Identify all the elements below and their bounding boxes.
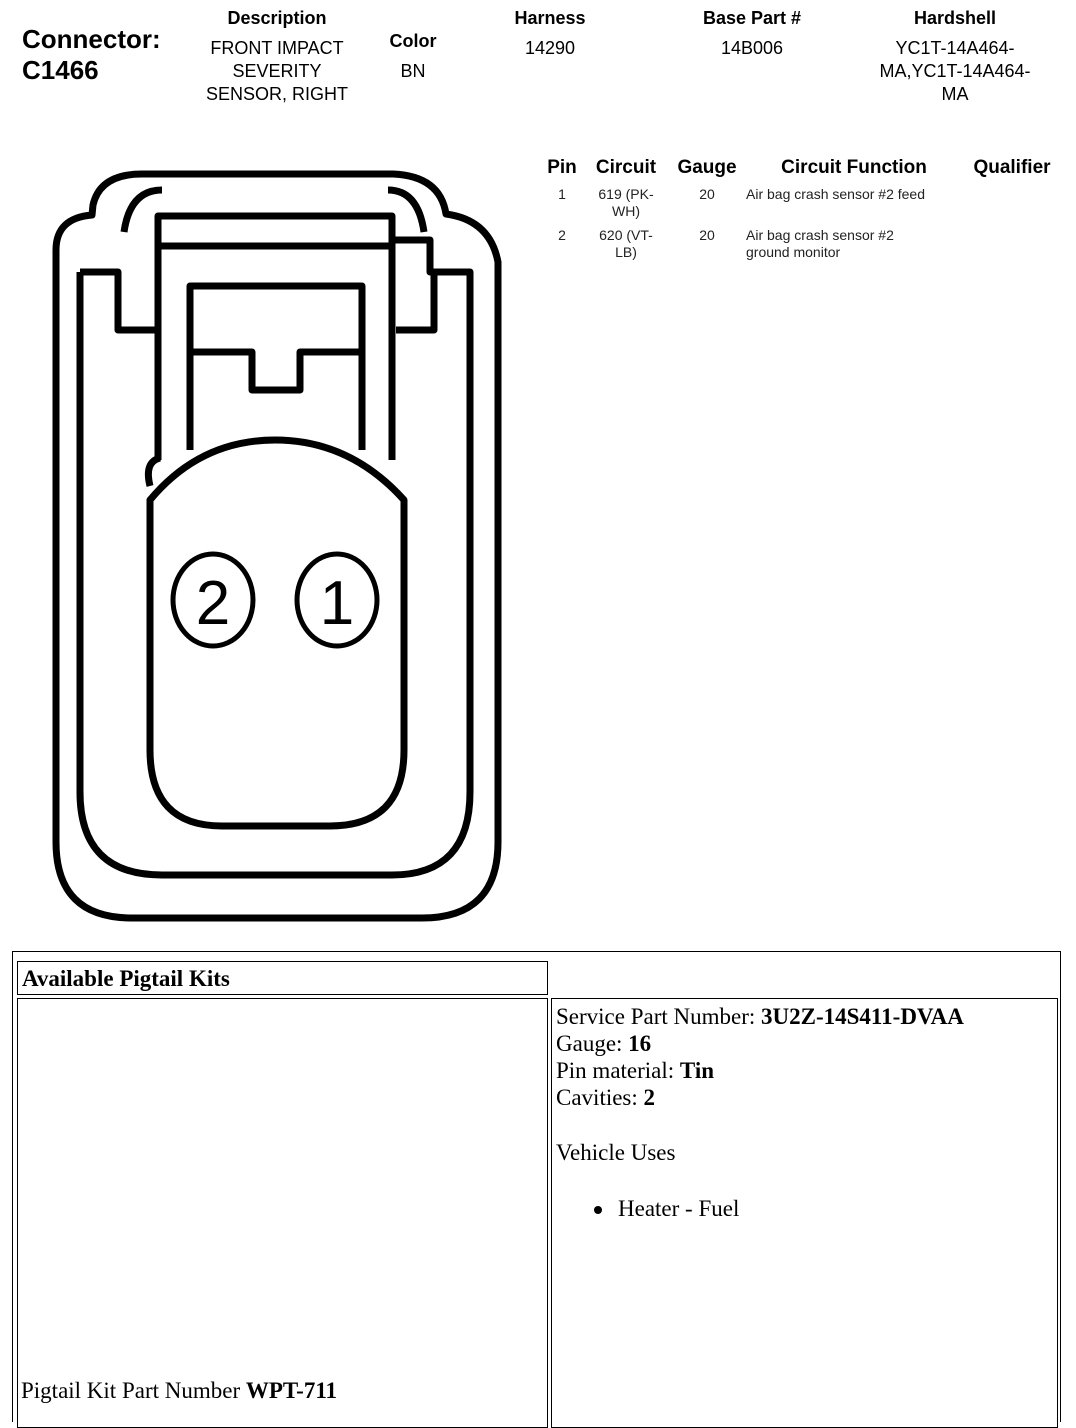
pin-material-label: Pin material: bbox=[556, 1058, 675, 1083]
connector-face-diagram bbox=[0, 150, 540, 940]
hardshell-label: Hardshell bbox=[913, 8, 997, 28]
gauge-value: 16 bbox=[628, 1031, 652, 1056]
latch-arm-left bbox=[80, 272, 158, 330]
gauge-label: Gauge: bbox=[556, 1031, 623, 1056]
housing-inner-outline bbox=[80, 240, 470, 875]
base-part-value: 14B006 bbox=[720, 38, 784, 58]
function-line: Air bag crash sensor #2 feed bbox=[746, 186, 925, 202]
vehicle-use-item: Heater - Fuel bbox=[556, 1195, 964, 1222]
description-line: SEVERITY bbox=[232, 61, 322, 81]
service-part-label: Service Part Number: bbox=[556, 1004, 756, 1029]
pigtail-kit-number: WPT-711 bbox=[245, 1378, 338, 1403]
circuit-line: 620 (VT- bbox=[599, 227, 653, 243]
connector-label: Connector: bbox=[22, 24, 161, 54]
col-header-gauge: Gauge bbox=[677, 157, 737, 178]
hardshell-line: MA bbox=[941, 84, 969, 104]
pin-material-value: Tin bbox=[679, 1058, 715, 1083]
pigtail-header-cell bbox=[17, 961, 548, 995]
circuit-cell bbox=[590, 186, 662, 220]
col-header-circuit: Circuit bbox=[595, 157, 657, 178]
circuit-line: LB) bbox=[615, 244, 637, 260]
pin-material-line bbox=[556, 1057, 964, 1084]
cavities-line bbox=[556, 1084, 964, 1111]
vehicle-uses-label: Vehicle Uses bbox=[556, 1140, 676, 1165]
circuit-line: WH) bbox=[612, 203, 640, 219]
pigtail-details-cell bbox=[551, 998, 1058, 1428]
lock-notch bbox=[190, 352, 362, 390]
description-line: SENSOR, RIGHT bbox=[205, 84, 348, 104]
pin-cell: 1 bbox=[558, 186, 566, 202]
description-value bbox=[186, 37, 368, 106]
pigtail-kit-label: Pigtail Kit Part Number bbox=[21, 1378, 241, 1403]
circuit-line: 619 (PK- bbox=[598, 186, 654, 202]
gauge-cell: 20 bbox=[699, 186, 715, 202]
hardshell-value bbox=[860, 37, 1050, 106]
connector-id: C1466 bbox=[22, 55, 99, 85]
col-header-pin: Pin bbox=[547, 157, 577, 178]
service-part-value: 3U2Z-14S411-DVAA bbox=[761, 1004, 964, 1029]
section-title: Available Pigtail Kits bbox=[22, 966, 230, 991]
description-line: FRONT IMPACT bbox=[210, 38, 344, 58]
vehicle-uses-list bbox=[556, 1195, 964, 1222]
col-header-circuit-function: Circuit Function bbox=[781, 157, 927, 178]
hardshell-line: YC1T-14A464- bbox=[895, 38, 1015, 58]
lock-box bbox=[190, 286, 362, 450]
cavities-value: 2 bbox=[643, 1085, 656, 1110]
mating-face-hook bbox=[148, 458, 160, 486]
pin-label-1: 1 bbox=[319, 569, 355, 638]
function-line: ground monitor bbox=[746, 244, 841, 260]
pin-label-2: 2 bbox=[195, 569, 231, 638]
latch-arm-right bbox=[396, 272, 470, 330]
service-part-line bbox=[556, 1003, 964, 1030]
color-value: BN bbox=[400, 61, 426, 81]
color-label: Color bbox=[389, 31, 437, 51]
hardshell-line: MA,YC1T-14A464- bbox=[879, 61, 1031, 81]
cavities-label: Cavities: bbox=[556, 1085, 638, 1110]
description-label: Description bbox=[227, 8, 327, 28]
pigtail-details bbox=[556, 1003, 964, 1222]
function-line: Air bag crash sensor #2 bbox=[746, 227, 894, 243]
gauge-cell: 20 bbox=[699, 227, 715, 243]
harness-value: 14290 bbox=[524, 38, 576, 58]
function-cell bbox=[746, 186, 960, 203]
col-header-qualifier: Qualifier bbox=[973, 157, 1051, 178]
circuit-cell bbox=[590, 227, 662, 261]
gauge-line bbox=[556, 1030, 964, 1057]
harness-label: Harness bbox=[514, 8, 586, 28]
base-part-label: Base Part # bbox=[702, 8, 802, 28]
pin-cell: 2 bbox=[558, 227, 566, 243]
pigtail-kit-cell bbox=[17, 998, 548, 1428]
connector-heading bbox=[22, 24, 161, 86]
function-cell bbox=[746, 227, 960, 261]
pigtail-kit-line bbox=[21, 1377, 337, 1404]
